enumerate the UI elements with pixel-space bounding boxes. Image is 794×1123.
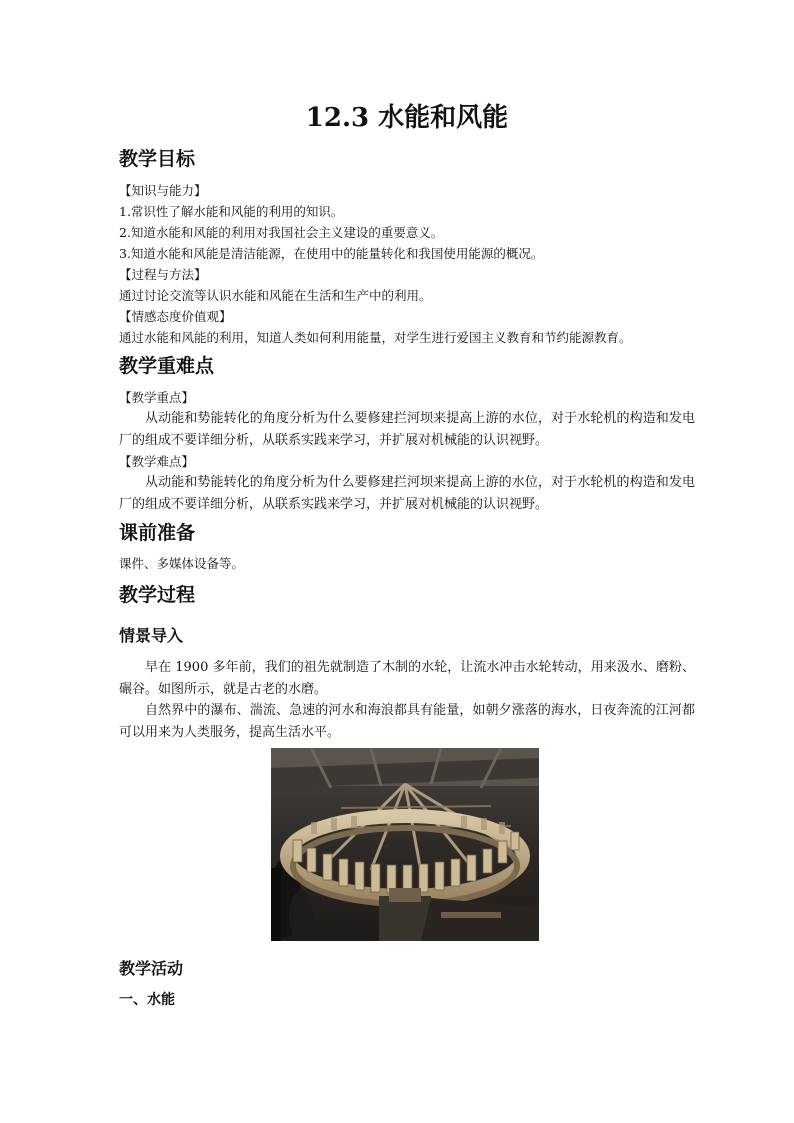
page-title: 12.3 水能和风能 (305, 103, 509, 133)
process-text: 通过讨论交流等认识水能和风能在生活和生产中的利用。 (119, 288, 432, 303)
knowledge-item-2: 2.知道水能和风能的利用对我国社会主义建设的重要意义。 (119, 225, 444, 240)
preparation-text: 课件、多媒体设备等。 (119, 556, 245, 571)
sub-heading-water-energy: 一、水能 (119, 992, 175, 1008)
process-heading: 教学过程 (119, 584, 196, 606)
process-label: 【过程与方法】 (119, 267, 207, 282)
intro-heading: 情景导入 (119, 626, 184, 645)
difficulty-text: 从动能和势能转化的角度分析为什么要修建拦河坝来提高上游的水位，对于水轮机的构造和发电厂的组成不要详细分析，从联系实践来学习，并扩展对机械能的认识视野。 (119, 475, 695, 512)
ancient-wooden-water-wheel-photo-icon (271, 748, 539, 941)
knowledge-label: 【知识与能力】 (119, 183, 207, 198)
focus-text: 从动能和势能转化的角度分析为什么要修建拦河坝来提高上游的水位，对于水轮机的构造和发电厂的组成不要详细分析，从联系实践来学习，并扩展对机械能的认识视野。 (119, 411, 695, 448)
key-points-heading: 教学重难点 (119, 355, 215, 377)
objectives-heading: 教学目标 (119, 148, 196, 170)
activity-heading: 教学活动 (119, 959, 184, 978)
focus-label: 【教学重点】 (119, 390, 195, 405)
intro-paragraph-1: 早在 1900 多年前，我们的祖先就制造了木制的水轮，让流水冲击水轮转动，用来汲水、磨粉、碾谷。如图所示，就是古老的水磨。 (119, 660, 695, 697)
knowledge-item-1: 1.常识性了解水能和风能的利用的知识。 (119, 204, 344, 219)
intro-paragraph-2: 自然界中的瀑布、湍流、急速的河水和海浪都具有能量，如朝夕涨落的海水，日夜奔流的江河都可以用来为人类服务，提高生活水平。 (119, 703, 695, 740)
knowledge-item-3: 3.知道水能和风能是清洁能源，在使用中的能量转化和我国使用能源的概况。 (119, 246, 544, 261)
attitude-label: 【情感态度价值观】 (119, 309, 232, 324)
attitude-text: 通过水能和风能的利用，知道人类如何利用能量，对学生进行爱国主义教育和节约能源教育。 (119, 330, 632, 345)
preparation-heading: 课前准备 (119, 522, 196, 544)
difficulty-label: 【教学难点】 (119, 454, 195, 469)
water-wheel-photo (271, 748, 539, 941)
